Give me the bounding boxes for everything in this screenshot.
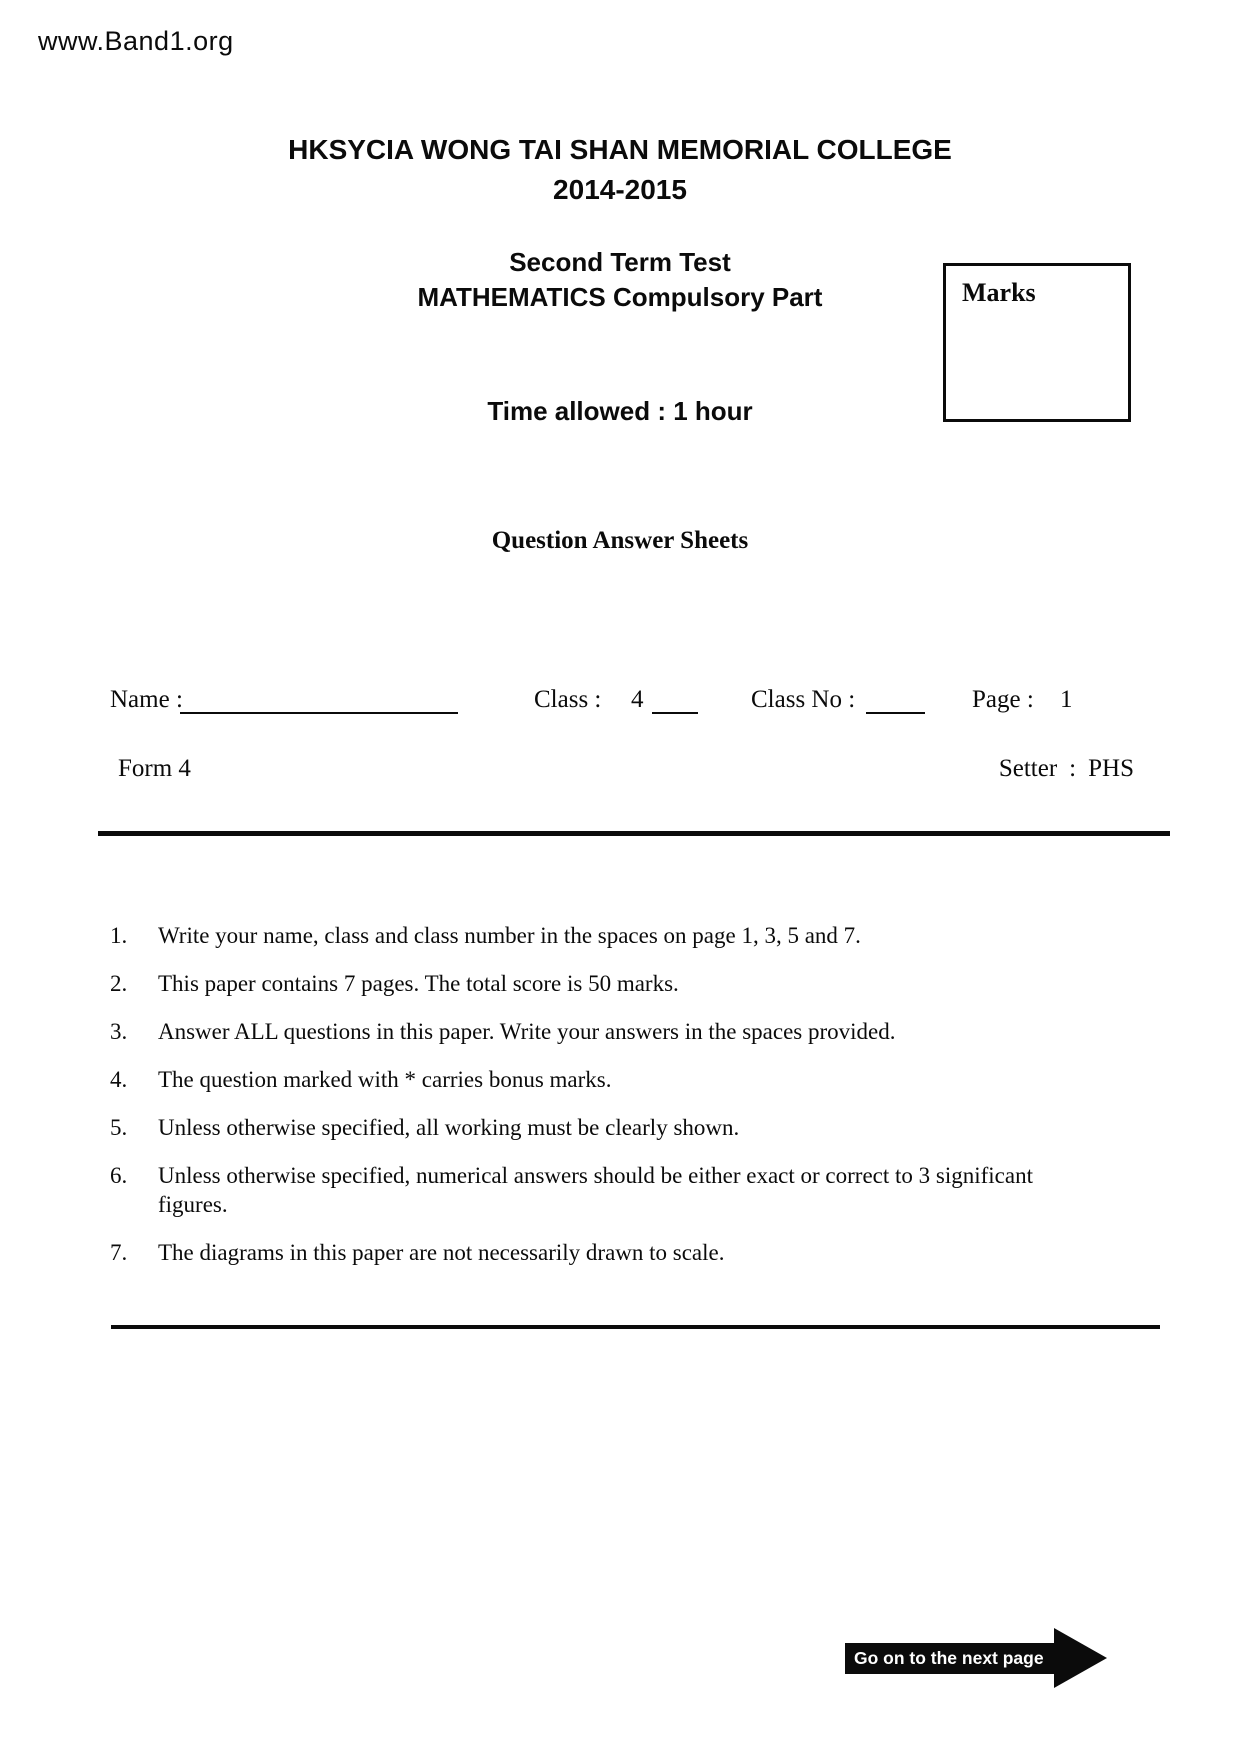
instruction-item xyxy=(110,1017,1120,1046)
horizontal-rule-top xyxy=(98,831,1170,836)
setter-value: PHS xyxy=(1088,755,1134,782)
page-number: 1 xyxy=(1060,686,1073,713)
instruction-text: Write your name, class and class number in the spaces on page 1, 3, 5 and 7. xyxy=(158,923,861,948)
instruction-number: 2. xyxy=(110,971,128,996)
setter-label: Setter xyxy=(998,755,1058,782)
instruction-text: Answer ALL questions in this paper. Write your answers in the spaces provided. xyxy=(158,1019,896,1044)
page-label: Page : xyxy=(972,686,1034,713)
name-blank-line xyxy=(180,688,458,714)
watermark-text: www.Band1.org xyxy=(38,26,234,56)
instruction-text: Unless otherwise specified, all working must be clearly shown. xyxy=(158,1115,740,1140)
instructions-list xyxy=(110,921,1120,1286)
instruction-item xyxy=(110,1113,1120,1142)
instruction-item xyxy=(110,1065,1120,1094)
instruction-item xyxy=(110,1161,1120,1219)
instruction-text: This paper contains 7 pages. The total score is 50 marks. xyxy=(158,971,679,996)
class-value: 4 xyxy=(631,686,644,713)
horizontal-rule-bottom xyxy=(111,1325,1160,1329)
sheet-title: Question Answer Sheets xyxy=(491,527,749,554)
instruction-text: The question marked with * carries bonus marks. xyxy=(158,1067,612,1092)
setter-info xyxy=(999,755,1134,783)
form-label: Form 4 xyxy=(118,755,191,782)
instruction-text: The diagrams in this paper are not necessarily drawn to scale. xyxy=(158,1240,725,1265)
right-arrow-icon xyxy=(1054,1628,1107,1688)
instruction-text: Unless otherwise specified, numerical answers should be either exact or correct to 3 significant figures. xyxy=(158,1163,1033,1217)
exam-title: Second Term Test xyxy=(509,247,731,277)
school-name: HKSYCIA WONG TAI SHAN MEMORIAL COLLEGE xyxy=(288,134,952,165)
class-no-label: Class No : xyxy=(751,686,856,713)
instruction-number: 6. xyxy=(110,1163,128,1188)
form-setter-row xyxy=(0,755,1240,787)
instruction-number: 1. xyxy=(110,923,128,948)
instruction-number: 4. xyxy=(110,1067,128,1092)
instruction-number: 5. xyxy=(110,1115,128,1140)
instruction-number: 7. xyxy=(110,1240,128,1265)
school-year: 2014-2015 xyxy=(553,174,687,205)
class-blank-line xyxy=(652,688,698,714)
go-to-next-page-banner xyxy=(845,1628,1107,1688)
setter-separator: : xyxy=(1069,755,1077,782)
subject-title: MATHEMATICS Compulsory Part xyxy=(417,282,823,312)
instruction-item xyxy=(110,921,1120,950)
student-info-row xyxy=(0,686,1240,718)
next-page-label: Go on to the next page xyxy=(845,1643,1054,1674)
instruction-item xyxy=(110,1238,1120,1267)
marks-label: Marks xyxy=(962,278,1036,307)
class-no-blank-line xyxy=(866,688,925,714)
name-label: Name : xyxy=(110,686,183,713)
time-allowed: Time allowed : 1 hour xyxy=(487,396,753,426)
class-label: Class : xyxy=(534,686,602,713)
instruction-item xyxy=(110,969,1120,998)
instruction-number: 3. xyxy=(110,1019,128,1044)
